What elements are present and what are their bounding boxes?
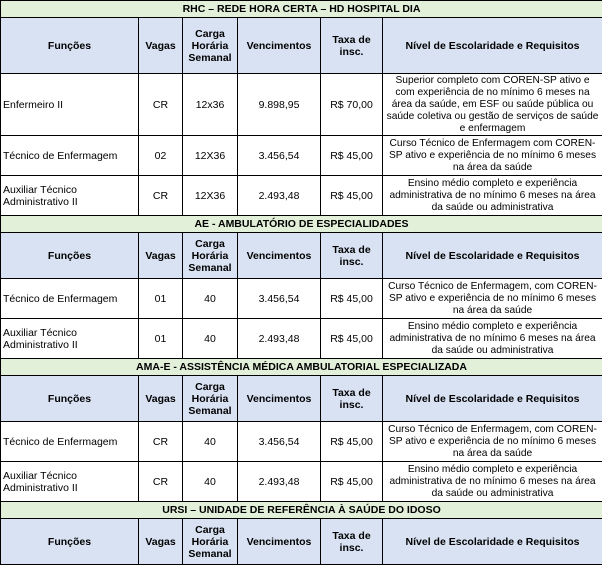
cell-requisitos: Curso Técnico de Enfermagem, com COREN-SP ativo e experiência de no mínimo 6 meses na área da saúde — [383, 279, 602, 319]
column-header-vagas: Vagas — [139, 233, 183, 279]
cell-requisitos: Curso Técnico de Enfermagem, com COREN-SP ativo e experiência de no mínimo 6 meses na área da saúde — [383, 422, 602, 462]
cell-funcao: Enfermeiro II — [1, 74, 139, 136]
column-header-vencimentos: Vencimentos — [238, 18, 321, 74]
column-header-taxa: Taxa de insc. — [321, 519, 383, 565]
cell-requisitos: Ensino médio completo e experiência administrativa de no mínimo 6 meses na área da saúde ou administrativa — [383, 176, 602, 216]
cell-vencimentos: 9.898,95 — [238, 74, 321, 136]
section-title-row — [1, 502, 602, 519]
column-header-funcoes: Funções — [1, 18, 139, 74]
column-header-vagas: Vagas — [139, 519, 183, 565]
cell-vagas: 01 — [139, 319, 183, 359]
section-title-row — [1, 216, 602, 233]
column-header-funcoes: Funções — [1, 233, 139, 279]
table-row — [1, 74, 602, 136]
column-header-carga: Carga Horária Semanal — [183, 18, 238, 74]
cell-requisitos: Superior completo com COREN-SP ativo e com experiência de no mínimo 6 meses na área da saúde, em ESF ou saúde pública ou saúde coletiva ou gestão de serviços de saúde e enfermagem — [383, 74, 602, 136]
cell-carga: 12X36 — [183, 136, 238, 176]
column-header-nivel: Nível de Escolaridade e Requisitos — [383, 233, 602, 279]
cell-vencimentos: 3.456,54 — [238, 422, 321, 462]
cell-taxa: R$ 45,00 — [321, 462, 383, 502]
cell-vagas: CR — [139, 422, 183, 462]
cell-carga: 12X36 — [183, 176, 238, 216]
cell-taxa: R$ 45,00 — [321, 319, 383, 359]
table-row — [1, 136, 602, 176]
cell-vencimentos: 2.493,48 — [238, 462, 321, 502]
cell-carga: 40 — [183, 319, 238, 359]
cell-vencimentos: 3.456,54 — [238, 136, 321, 176]
column-header-row — [1, 376, 602, 422]
cell-vagas: CR — [139, 462, 183, 502]
cell-carga: 12x36 — [183, 74, 238, 136]
cell-carga: 40 — [183, 462, 238, 502]
column-header-carga: Carga Horária Semanal — [183, 376, 238, 422]
cell-funcao: Auxiliar Técnico Administrativo II — [1, 176, 139, 216]
cell-requisitos: Curso Técnico de Enfermagem com COREN-SP ativo e experiência de no mínimo 6 meses na área da saúde — [383, 136, 602, 176]
column-header-taxa: Taxa de insc. — [321, 18, 383, 74]
section-title: AE - AMBULATÓRIO DE ESPECIALIDADES — [1, 216, 602, 233]
cell-funcao: Auxiliar Técnico Administrativo II — [1, 319, 139, 359]
cell-funcao: Técnico de Enfermagem — [1, 279, 139, 319]
column-header-carga: Carga Horária Semanal — [183, 233, 238, 279]
column-header-vencimentos: Vencimentos — [238, 233, 321, 279]
table-row — [1, 279, 602, 319]
cell-requisitos: Ensino médio completo e experiência administrativa de no mínimo 6 meses na área da saúde ou administrativa — [383, 462, 602, 502]
column-header-nivel: Nível de Escolaridade e Requisitos — [383, 519, 602, 565]
cell-taxa: R$ 45,00 — [321, 136, 383, 176]
cell-requisitos: Ensino médio completo e experiência administrativa de no mínimo 6 meses na área da saúde ou administrativa — [383, 319, 602, 359]
cell-funcao: Auxiliar Técnico Administrativo II — [1, 462, 139, 502]
cell-vagas: 01 — [139, 279, 183, 319]
column-header-carga: Carga Horária Semanal — [183, 519, 238, 565]
column-header-vencimentos: Vencimentos — [238, 519, 321, 565]
section-title-row — [1, 1, 602, 18]
section-title: RHC – REDE HORA CERTA – HD HOSPITAL DIA — [1, 1, 602, 18]
cell-funcao: Técnico de Enfermagem — [1, 422, 139, 462]
column-header-vencimentos: Vencimentos — [238, 376, 321, 422]
column-header-vagas: Vagas — [139, 376, 183, 422]
column-header-funcoes: Funções — [1, 519, 139, 565]
cell-vencimentos: 2.493,48 — [238, 319, 321, 359]
table-row — [1, 422, 602, 462]
cell-taxa: R$ 45,00 — [321, 422, 383, 462]
cell-vagas: CR — [139, 176, 183, 216]
column-header-vagas: Vagas — [139, 18, 183, 74]
cell-taxa: R$ 70,00 — [321, 74, 383, 136]
column-header-row — [1, 233, 602, 279]
cell-vagas: CR — [139, 74, 183, 136]
table-row — [1, 176, 602, 216]
cell-taxa: R$ 45,00 — [321, 176, 383, 216]
section-title: URSI – UNIDADE DE REFERÊNCIA À SAÚDE DO IDOSO — [1, 502, 602, 519]
cell-taxa: R$ 45,00 — [321, 279, 383, 319]
cell-carga: 40 — [183, 279, 238, 319]
column-header-nivel: Nível de Escolaridade e Requisitos — [383, 376, 602, 422]
column-header-row — [1, 519, 602, 565]
cell-vagas: 02 — [139, 136, 183, 176]
column-header-nivel: Nível de Escolaridade e Requisitos — [383, 18, 602, 74]
table-body — [1, 1, 602, 565]
cell-funcao: Técnico de Enfermagem — [1, 136, 139, 176]
table-row — [1, 462, 602, 502]
section-title: AMA-E - ASSISTÊNCIA MÉDICA AMBULATORIAL ESPECIALIZADA — [1, 359, 602, 376]
cell-carga: 40 — [183, 422, 238, 462]
cell-vencimentos: 2.493,48 — [238, 176, 321, 216]
table-row — [1, 319, 602, 359]
column-header-row — [1, 18, 602, 74]
column-header-taxa: Taxa de insc. — [321, 376, 383, 422]
cell-vencimentos: 3.456,54 — [238, 279, 321, 319]
column-header-funcoes: Funções — [1, 376, 139, 422]
section-title-row — [1, 359, 602, 376]
column-header-taxa: Taxa de insc. — [321, 233, 383, 279]
